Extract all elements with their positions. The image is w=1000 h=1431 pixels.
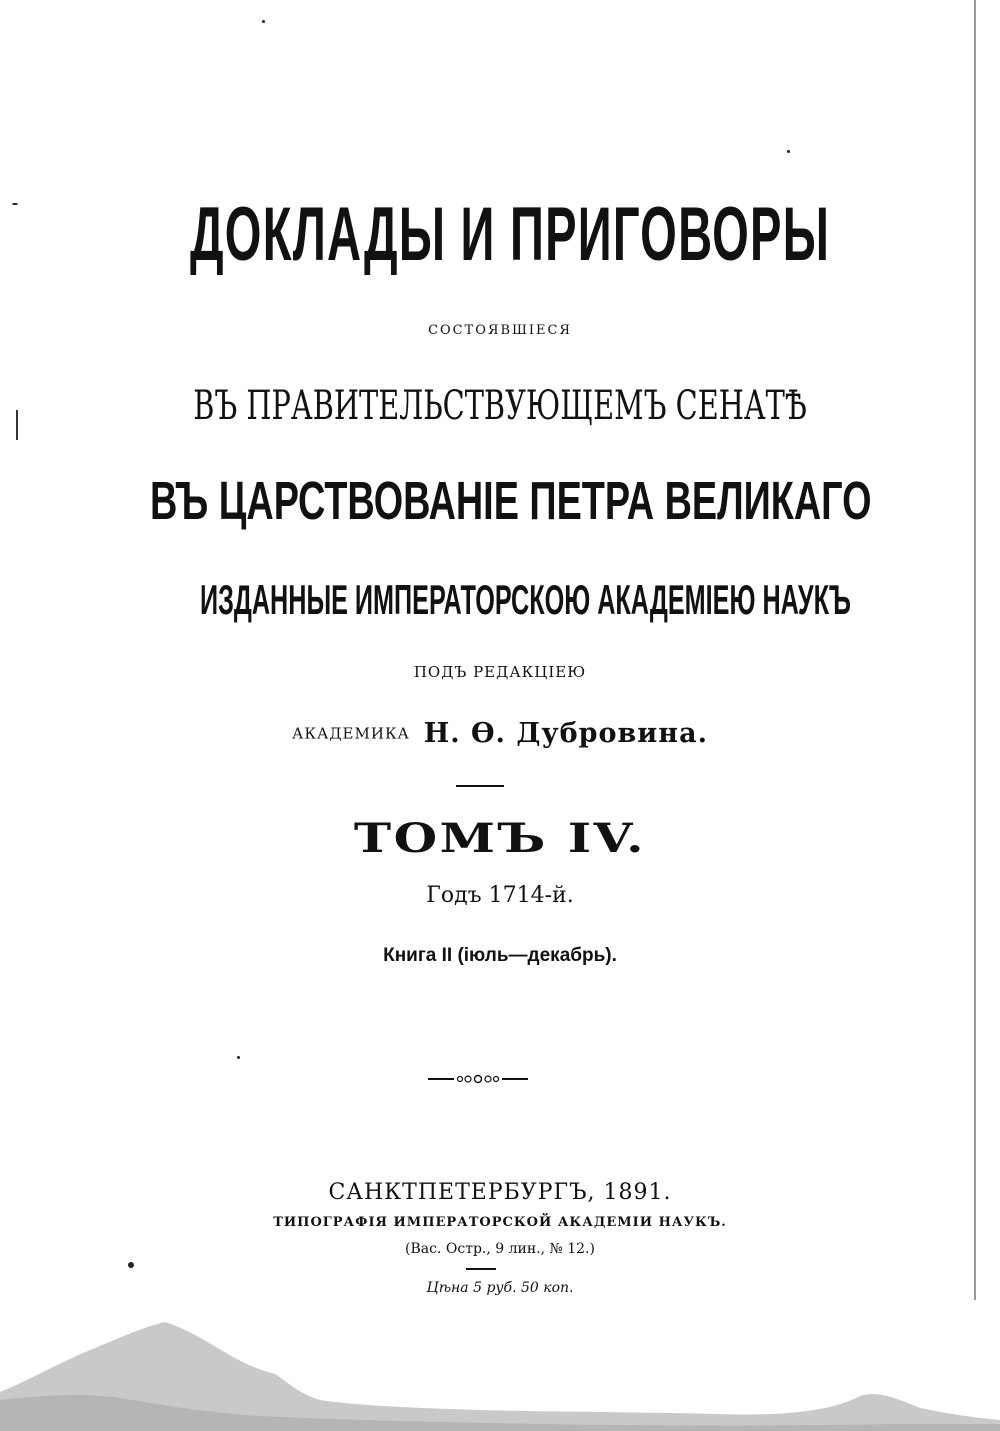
price-divider-rule (466, 1268, 496, 1270)
ornament-divider (428, 1072, 528, 1086)
imprint-address: (Вас. Остр., 9 лин., № 12.) (405, 1241, 595, 1257)
publisher-line: ИЗДАННЫЕ ИМПЕРАТОРСКОЮ АКАДЕМІЕЮ НАУКЪ (200, 576, 851, 623)
imprint-printer: ТИПОГРАФІЯ ИМПЕРАТОРСКОЙ АКАДЕМІИ НАУКЪ. (273, 1215, 727, 1230)
scan-speck (262, 20, 265, 23)
scan-smudge (0, 1300, 1000, 1431)
price-line: Цѣна 5 руб. 50 коп. (426, 1280, 574, 1296)
editor-line (0, 718, 1000, 749)
scan-edge-mark (16, 410, 18, 440)
imprint-city-year: САНКТПЕТЕРБУРГЪ, 1891. (328, 1180, 672, 1205)
editor-title: АКАДЕМИКА (292, 724, 410, 743)
editor-name: Н. Ѳ. Дубровина. (423, 718, 708, 749)
scan-speck (787, 150, 790, 153)
scan-speck (12, 203, 18, 205)
senate-line: ВЪ ПРАВИТЕЛЬСТВУЮЩЕМЪ СЕНАТѢ (193, 383, 807, 429)
divider-rule (456, 785, 504, 787)
main-title: ДОКЛАДЫ И ПРИГОВОРЫ (190, 192, 831, 277)
subtitle: состоявшіеся (428, 317, 572, 339)
reign-line: ВЪ ЦАРСТВОВАНІЕ ПЕТРА ВЕЛИКАГО (150, 471, 872, 531)
scan-edge-mark (974, 0, 976, 1300)
scan-speck (128, 1262, 134, 1268)
book-line: Книга II (іюль—декабрь). (383, 945, 617, 966)
scan-speck (237, 1056, 240, 1059)
year-line: Годъ 1714-й. (426, 883, 574, 908)
volume-heading: ТОМЪ IV. (353, 815, 647, 862)
edited-by-line: ПОДЪ РЕДАКЦІЕЮ (413, 663, 587, 681)
